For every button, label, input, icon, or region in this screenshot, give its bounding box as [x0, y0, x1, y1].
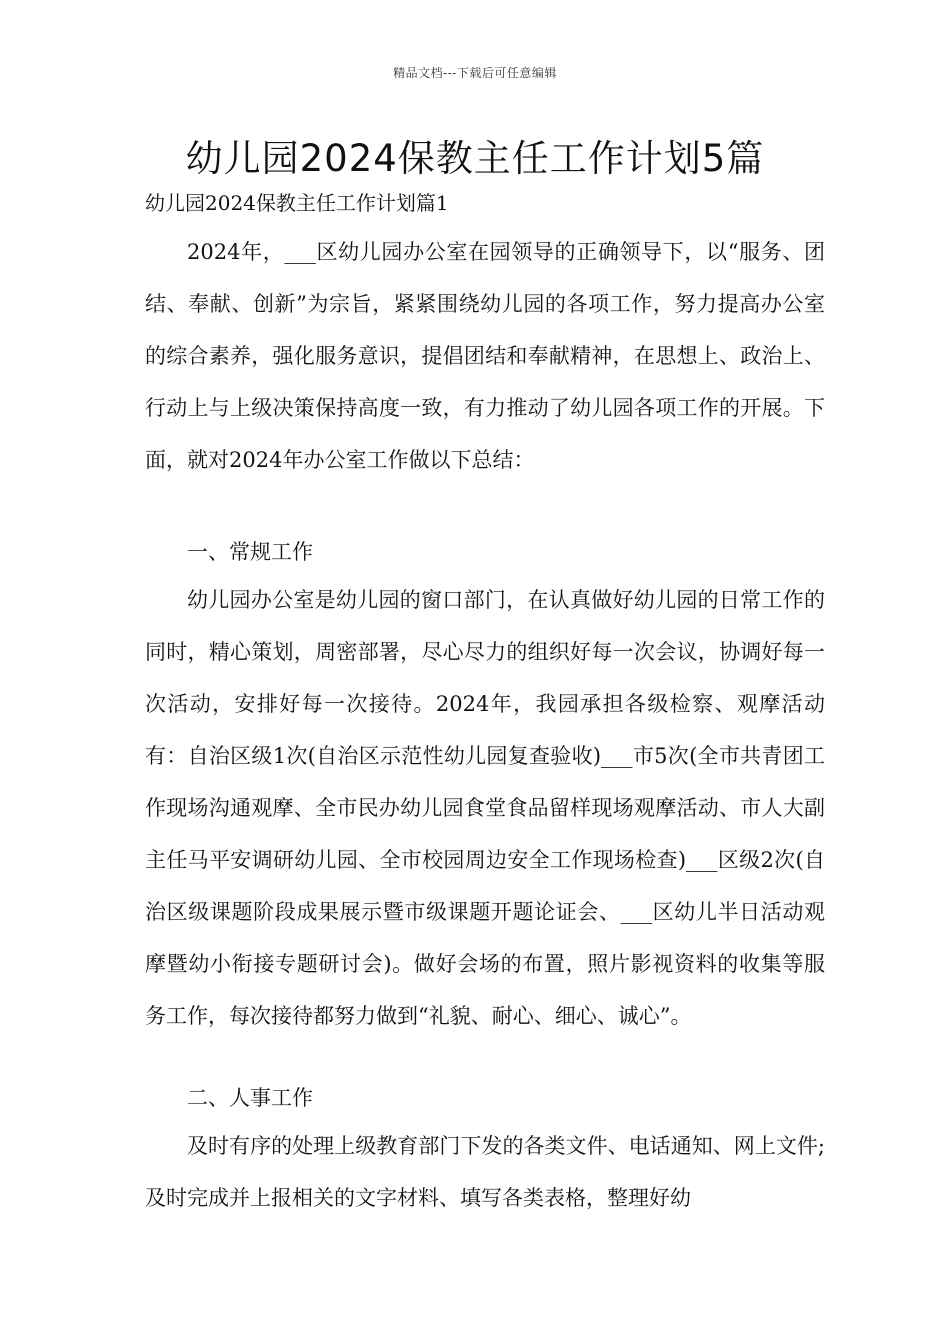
section-heading-personnel-work: 二、人事工作: [187, 1086, 313, 1110]
personnel-work-paragraph: 及时有序的处理上级教育部门下发的各类文件、电话通知、网上文件;及时完成并上报相关的文字材料、填写各类表格，整理好幼: [145, 1134, 825, 1210]
document-title: 幼儿园2024保教主任工作计划5篇: [185, 137, 765, 180]
document-subtitle: 幼儿园2024保教主任工作计划篇1: [145, 191, 449, 215]
page-header-note: 精品文档---下载后可任意编辑: [393, 66, 557, 80]
routine-work-paragraph: 幼儿园办公室是幼儿园的窗口部门，在认真做好幼儿园的日常工作的同时，精心策划，周密部署，尽心尽力的组织好每一次会议，协调好每一次活动，安排好每一次接待。2024年，我园承担各级检察、观摩活动有：自治区级1次(自治区示范性幼儿园复查验收)___市5次(全市共青团工作现场沟通观摩、全市民办幼儿园食堂食品留样现场观摩活动、市人大副主任马平安调研幼儿园、全市校园周边安全工作现场检查)___区级2次(自治区级课题阶段成果展示暨市级课题开题论证会、___区幼儿半日活动观摩暨幼小衔接专题研讨会)。做好会场的布置，照片影视资料的收集等服务工作，每次接待都努力做到“礼貌、耐心、细心、诚心”。: [145, 588, 825, 1028]
section-heading-routine-work: 一、常规工作: [187, 540, 313, 564]
intro-paragraph: 2024年，___区幼儿园办公室在园领导的正确领导下，以“服务、团结、奉献、创新”为宗旨，紧紧围绕幼儿园的各项工作，努力提高办公室的综合素养，强化服务意识，提倡团结和奉献精神，在思想上、政治上、行动上与上级决策保持高度一致，有力推动了幼儿园各项工作的开展。下面，就对2024年办公室工作做以下总结：: [145, 240, 825, 472]
